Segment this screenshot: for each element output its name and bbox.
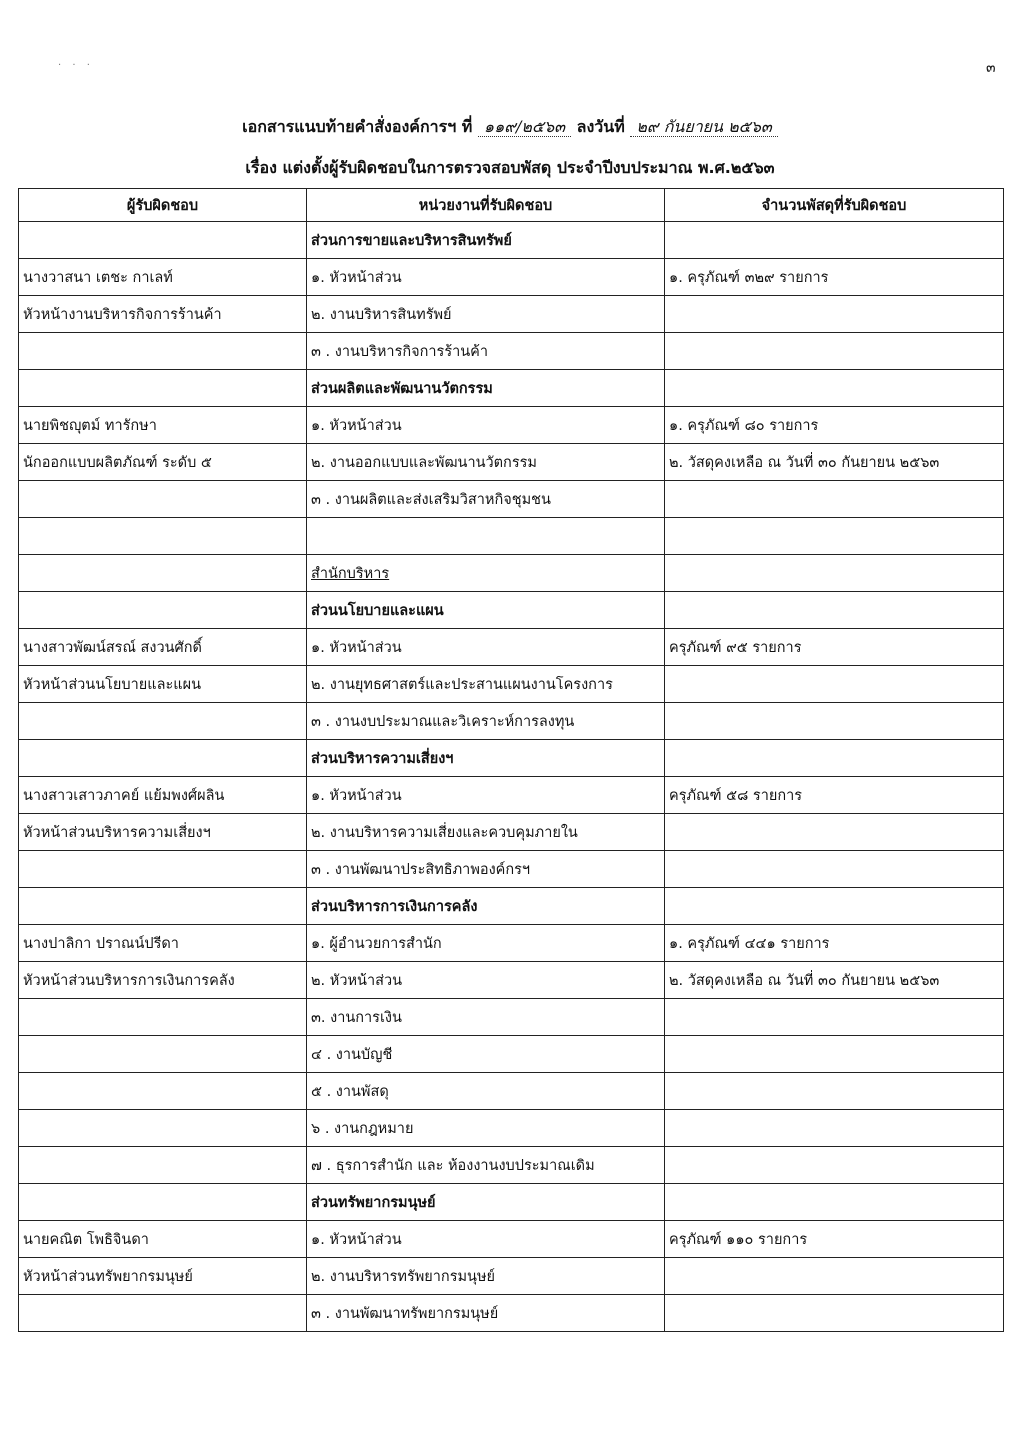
cell-person: หัวหน้าส่วนบริหารการเงินการคลัง <box>19 962 307 999</box>
cell-unit: ๑. ผู้อำนวยการสำนัก <box>307 925 665 962</box>
cell-unit: ๓ . งานผลิตและส่งเสริมวิสาหกิจชุมชน <box>307 481 665 518</box>
cell-unit: ๒. งานบริหารความเสี่ยงและควบคุมภายใน <box>307 814 665 851</box>
cell-unit: ส่วนนโยบายและแผน <box>307 592 665 629</box>
cell-unit: ๑. หัวหน้าส่วน <box>307 259 665 296</box>
cell-items <box>665 370 1004 407</box>
cell-items <box>665 666 1004 703</box>
cell-unit: ๑. หัวหน้าส่วน <box>307 1221 665 1258</box>
table-row <box>19 1147 1004 1184</box>
table-row <box>19 407 1004 444</box>
table-row <box>19 1184 1004 1221</box>
cell-person <box>19 555 307 592</box>
table-row <box>19 481 1004 518</box>
cell-person: หัวหน้าส่วนบริหารความเสี่ยงฯ <box>19 814 307 851</box>
cell-items: ๒. วัสดุคงเหลือ ณ วันที่ ๓๐ กันยายน ๒๕๖๓ <box>665 962 1004 999</box>
table-header-row <box>19 189 1004 222</box>
cell-unit: ๓ . งานบริหารกิจการร้านค้า <box>307 333 665 370</box>
cell-items <box>665 1147 1004 1184</box>
cell-person: นางวาสนา เตชะ กาเลท์ <box>19 259 307 296</box>
cell-items <box>665 740 1004 777</box>
cell-unit: ๖ . งานกฎหมาย <box>307 1110 665 1147</box>
table-row <box>19 444 1004 481</box>
cell-unit: ๗ . ธุรการสำนัก และ ห้องงานงบประมาณเดิม <box>307 1147 665 1184</box>
cell-items <box>665 592 1004 629</box>
cell-items <box>665 814 1004 851</box>
cell-person: หัวหน้างานบริหารกิจการร้านค้า <box>19 296 307 333</box>
responsibility-table <box>18 188 1004 1332</box>
table-row <box>19 814 1004 851</box>
table-row <box>19 518 1004 555</box>
table-row <box>19 1221 1004 1258</box>
cell-person <box>19 333 307 370</box>
table-row <box>19 370 1004 407</box>
title-prefix: เอกสารแนบท้ายคำสั่งองค์การฯ ที่ <box>242 117 473 136</box>
cell-unit: ๓ . งานงบประมาณและวิเคราะห์การลงทุน <box>307 703 665 740</box>
cell-items <box>665 222 1004 259</box>
cell-unit: ๒. งานบริหารสินทรัพย์ <box>307 296 665 333</box>
cell-person <box>19 888 307 925</box>
cell-items: ครุภัณฑ์ ๕๘ รายการ <box>665 777 1004 814</box>
cell-items <box>665 296 1004 333</box>
cell-items <box>665 888 1004 925</box>
table-row <box>19 888 1004 925</box>
document-subject: เรื่อง แต่งตั้งผู้รับผิดชอบในการตรวจสอบพัสดุ ประจำปีงบประมาณ พ.ศ.๒๕๖๓ <box>245 158 775 177</box>
cell-unit: ๒. งานยุทธศาสตร์และประสานแผนงานโครงการ <box>307 666 665 703</box>
table-row <box>19 333 1004 370</box>
header-person: ผู้รับผิดชอบ <box>19 189 307 222</box>
table-row <box>19 592 1004 629</box>
table-row <box>19 925 1004 962</box>
cell-unit: ๓ . งานพัฒนาทรัพยากรมนุษย์ <box>307 1295 665 1332</box>
header-unit: หน่วยงานที่รับผิดชอบ <box>307 189 665 222</box>
cell-items: ๑. ครุภัณฑ์ ๘๐ รายการ <box>665 407 1004 444</box>
cell-person <box>19 1036 307 1073</box>
table-row <box>19 666 1004 703</box>
cell-items <box>665 703 1004 740</box>
cell-person <box>19 518 307 555</box>
cell-person: นางสาวพัฒน์สรณ์ สงวนศักดิ์ <box>19 629 307 666</box>
cell-items <box>665 1036 1004 1073</box>
cell-items: ครุภัณฑ์ ๑๑๐ รายการ <box>665 1221 1004 1258</box>
cell-unit: ๑. หัวหน้าส่วน <box>307 407 665 444</box>
cell-person <box>19 1184 307 1221</box>
table-row <box>19 1036 1004 1073</box>
cell-unit: ส่วนการขายและบริหารสินทรัพย์ <box>307 222 665 259</box>
cell-items <box>665 851 1004 888</box>
cell-items <box>665 1073 1004 1110</box>
cell-person <box>19 703 307 740</box>
cell-person <box>19 1147 307 1184</box>
table-row <box>19 999 1004 1036</box>
cell-person <box>19 1295 307 1332</box>
cell-unit: ๒. หัวหน้าส่วน <box>307 962 665 999</box>
cell-person: หัวหน้าส่วนทรัพยากรมนุษย์ <box>19 1258 307 1295</box>
cell-items <box>665 518 1004 555</box>
cell-items <box>665 1184 1004 1221</box>
table-row <box>19 1110 1004 1147</box>
cell-unit: ๓ . งานพัฒนาประสิทธิภาพองค์กรฯ <box>307 851 665 888</box>
cell-unit: ๕ . งานพัสดุ <box>307 1073 665 1110</box>
cell-person <box>19 370 307 407</box>
table-row <box>19 1258 1004 1295</box>
cell-unit: ส่วนบริหารความเสี่ยงฯ <box>307 740 665 777</box>
cell-unit: ส่วนทรัพยากรมนุษย์ <box>307 1184 665 1221</box>
cell-unit: ๑. หัวหน้าส่วน <box>307 629 665 666</box>
scan-specks: · · · <box>58 60 94 71</box>
table-row <box>19 777 1004 814</box>
table-row <box>19 962 1004 999</box>
cell-person: นางสาวเสาวภาคย์ แย้มพงศ์ผลิน <box>19 777 307 814</box>
cell-unit: ๒. งานออกแบบและพัฒนานวัตกรรม <box>307 444 665 481</box>
cell-person <box>19 222 307 259</box>
table-row <box>19 296 1004 333</box>
table-row <box>19 629 1004 666</box>
cell-person: นายพิชญุตม์ ทารักษา <box>19 407 307 444</box>
cell-items <box>665 1110 1004 1147</box>
cell-unit: ส่วนผลิตและพัฒนานวัตกรรม <box>307 370 665 407</box>
table-row <box>19 555 1004 592</box>
cell-person <box>19 1073 307 1110</box>
cell-unit: สำนักบริหาร <box>307 555 665 592</box>
cell-unit: ส่วนบริหารการเงินการคลัง <box>307 888 665 925</box>
cell-items: ๒. วัสดุคงเหลือ ณ วันที่ ๓๐ กันยายน ๒๕๖๓ <box>665 444 1004 481</box>
table-body <box>19 222 1004 1332</box>
table-row <box>19 222 1004 259</box>
cell-person: หัวหน้าส่วนนโยบายและแผน <box>19 666 307 703</box>
cell-person <box>19 1110 307 1147</box>
cell-person <box>19 999 307 1036</box>
cell-person <box>19 740 307 777</box>
table-row <box>19 1295 1004 1332</box>
order-date: ๒๙ กันยายน ๒๕๖๓ <box>630 117 777 137</box>
cell-unit: ๑. หัวหน้าส่วน <box>307 777 665 814</box>
order-number: ๑๑๙/๒๕๖๓ <box>478 117 571 137</box>
cell-items <box>665 1295 1004 1332</box>
cell-unit: ๒. งานบริหารทรัพยากรมนุษย์ <box>307 1258 665 1295</box>
table-row <box>19 851 1004 888</box>
cell-person: นายคณิต โพธิจินดา <box>19 1221 307 1258</box>
cell-unit <box>307 518 665 555</box>
table-row <box>19 703 1004 740</box>
document-title <box>0 115 1020 140</box>
cell-person <box>19 481 307 518</box>
table-row <box>19 1073 1004 1110</box>
cell-person: นักออกแบบผลิตภัณฑ์ ระดับ ๕ <box>19 444 307 481</box>
table-row <box>19 740 1004 777</box>
cell-unit: ๔ . งานบัญชี <box>307 1036 665 1073</box>
cell-items: ๑. ครุภัณฑ์ ๓๒๙ รายการ <box>665 259 1004 296</box>
cell-person <box>19 851 307 888</box>
cell-items <box>665 481 1004 518</box>
cell-items <box>665 999 1004 1036</box>
page-number: ๓ <box>986 60 996 76</box>
cell-person: นางปาลิกา ปราณน์ปรีดา <box>19 925 307 962</box>
table-row <box>19 259 1004 296</box>
cell-items <box>665 333 1004 370</box>
cell-person <box>19 592 307 629</box>
cell-items: ครุภัณฑ์ ๙๕ รายการ <box>665 629 1004 666</box>
cell-items <box>665 555 1004 592</box>
header-items: จำนวนพัสดุที่รับผิดชอบ <box>665 189 1004 222</box>
cell-items: ๑. ครุภัณฑ์ ๔๔๑ รายการ <box>665 925 1004 962</box>
date-label: ลงวันที่ <box>576 117 625 136</box>
cell-items <box>665 1258 1004 1295</box>
cell-unit: ๓. งานการเงิน <box>307 999 665 1036</box>
